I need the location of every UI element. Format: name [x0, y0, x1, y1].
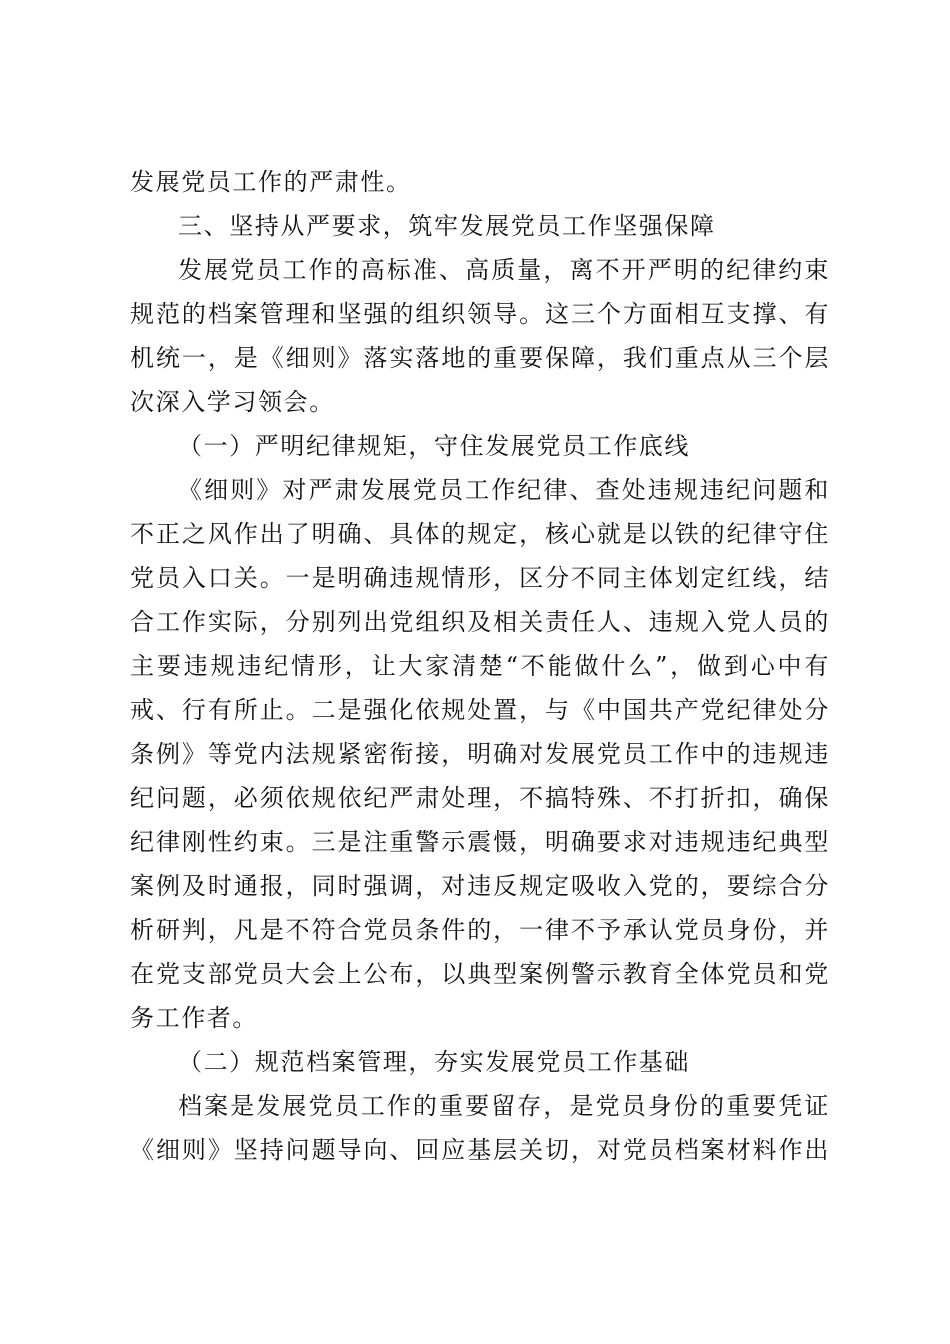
- paragraph-line: 规范的档案管理和坚强的组织领导。这三个方面相互支撑、有: [130, 300, 830, 328]
- paragraph-line: 析研判，凡是不符合党员条件的，一律不予承认党员身份，并: [130, 916, 830, 944]
- paragraph-line: 案例及时通报，同时强调，对违反规定吸收入党的，要综合分: [130, 872, 830, 900]
- paragraph-line: 《细则》坚持问题导向、回应基层关切，对党员档案材料作出: [130, 1136, 830, 1164]
- paragraph-line: 条例》等党内法规紧密衔接，明确对发展党员工作中的违规违: [130, 740, 830, 768]
- paragraph-line: 在党支部党员大会上公布，以典型案例警示教育全体党员和党: [130, 960, 830, 988]
- paragraph-line: 主要违规违纪情形，让大家清楚“不能做什么”，做到心中有: [130, 652, 830, 680]
- text-line: 发展党员工作的严肃性。: [130, 168, 412, 196]
- subsection-heading: （一）严明纪律规矩，守住发展党员工作底线: [178, 432, 690, 460]
- section-heading: 三、坚持从严要求，筑牢发展党员工作坚强保障: [178, 212, 716, 240]
- paragraph-line: 不正之风作出了明确、具体的规定，核心就是以铁的纪律守住: [130, 520, 830, 548]
- paragraph-line: 党员入口关。一是明确违规情形，区分不同主体划定红线，结: [130, 564, 830, 592]
- paragraph-line: 次深入学习领会。: [130, 388, 335, 416]
- paragraph-line: 戒、行有所止。二是强化依规处置，与《中国共产党纪律处分: [130, 696, 830, 724]
- paragraph-line: 务工作者。: [130, 1004, 258, 1032]
- paragraph-line: 发展党员工作的高标准、高质量，离不开严明的纪律约束: [178, 256, 830, 284]
- paragraph-line: 《细则》对严肃发展党员工作纪律、查处违规违纪问题和: [178, 476, 830, 504]
- paragraph-line: 机统一，是《细则》落实落地的重要保障，我们重点从三个层: [130, 344, 830, 372]
- paragraph-line: 纪问题，必须依规依纪严肃处理，不搞特殊、不打折扣，确保: [130, 784, 830, 812]
- subsection-heading: （二）规范档案管理，夯实发展党员工作基础: [178, 1048, 690, 1076]
- paragraph-line: 纪律刚性约束。三是注重警示震慑，明确要求对违规违纪典型: [130, 828, 830, 856]
- paragraph-line: 档案是发展党员工作的重要留存，是党员身份的重要凭证: [178, 1092, 830, 1120]
- paragraph-line: 合工作实际，分别列出党组织及相关责任人、违规入党人员的: [130, 608, 830, 636]
